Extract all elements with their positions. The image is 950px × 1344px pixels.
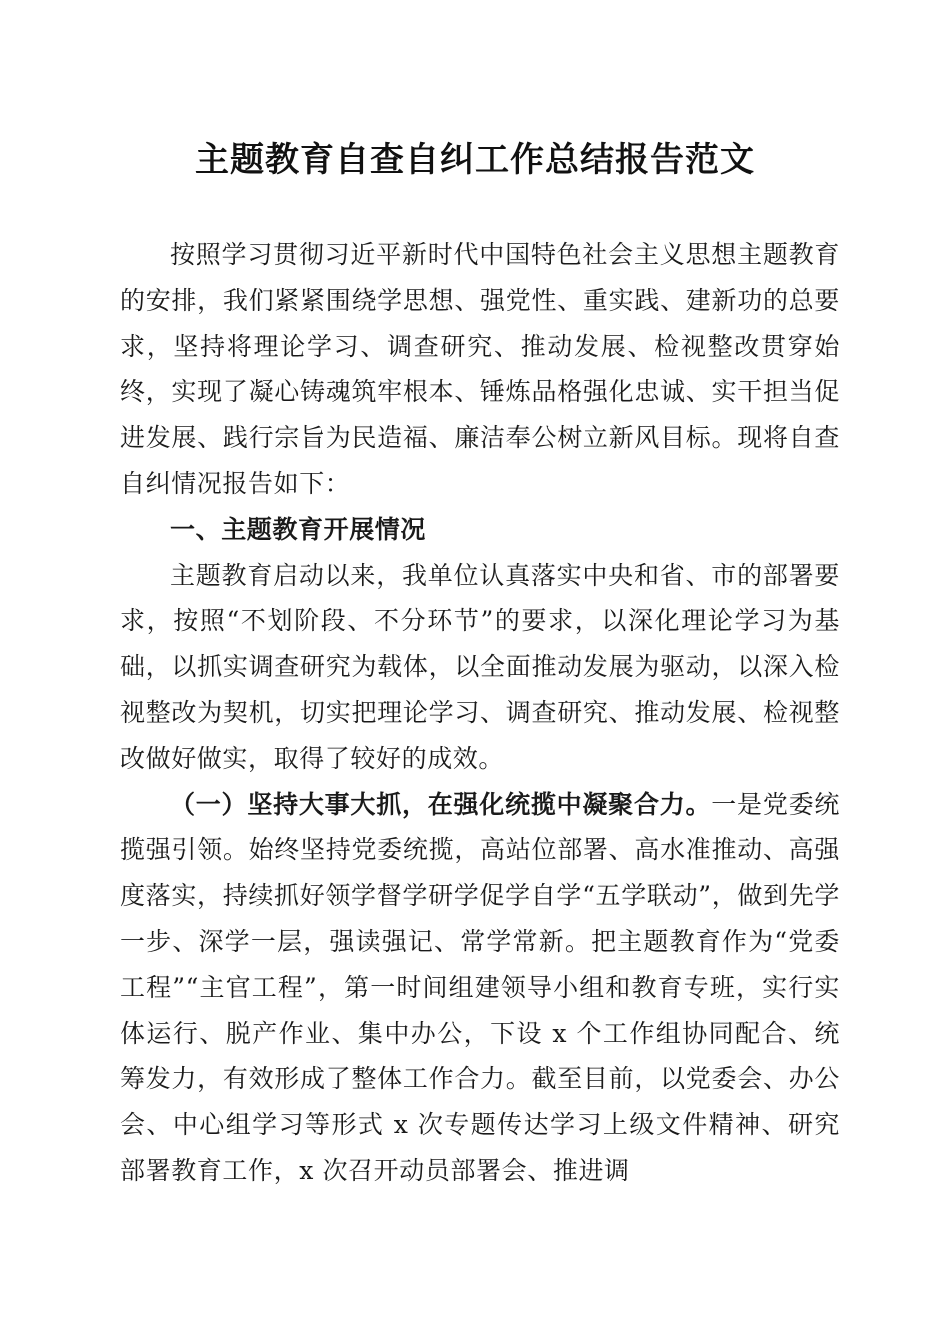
- document-body: [120, 232, 840, 1194]
- subsection-1-paragraph: [120, 782, 840, 1194]
- section-heading-1: 一、主题教育开展情况: [170, 514, 427, 544]
- document-title: 主题教育自查自纠工作总结报告范文: [195, 140, 755, 180]
- intro-paragraph: 按照学习贯彻习近平新时代中国特色社会主义思想主题教育的安排，我们紧紧围绕学思想、强党性、重实践、建新功的总要求，坚持将理论学习、调查研究、推动发展、检视整改贯穿始终，实现了凝心铸魂筑牢根本、锤炼品格强化忠诚、实干担当促进发展、践行宗旨为民造福、廉洁奉公树立新风目标。现将自查自纠情况报告如下：: [120, 240, 840, 498]
- subsection-1-lead: （一）坚持大事大抓，在强化统揽中凝聚合力。: [170, 789, 712, 819]
- subsection-1-body: 一是党委统揽强引领。始终坚持党委统揽，高站位部署、高水准推动、高强度落实，持续抓好领学督学研学促学自学“五学联动”，做到先学一步、深学一层，强读强记、常学常新。把主题教育作为“党委工程”“主官工程”，第一时间组建领导小组和教育专班，实行实体运行、脱产作业、集中办公，下设 x 个工作组协同配合、统筹发力，有效形成了整体工作合力。截至目前，以党委会、办公会、中心组学习等形式 x 次专题传达学习上级文件精神、研究部署教育工作，x 次召开动员部署会、推进调: [120, 789, 840, 1185]
- section-1-paragraph: 主题教育启动以来，我单位认真落实中央和省、市的部署要求，按照“不划阶段、不分环节”的要求，以深化理论学习为基础，以抓实调查研究为载体，以全面推动发展为驱动，以深入检视整改为契机，切实把理论学习、调查研究、推动发展、检视整改做好做实，取得了较好的成效。: [120, 560, 840, 773]
